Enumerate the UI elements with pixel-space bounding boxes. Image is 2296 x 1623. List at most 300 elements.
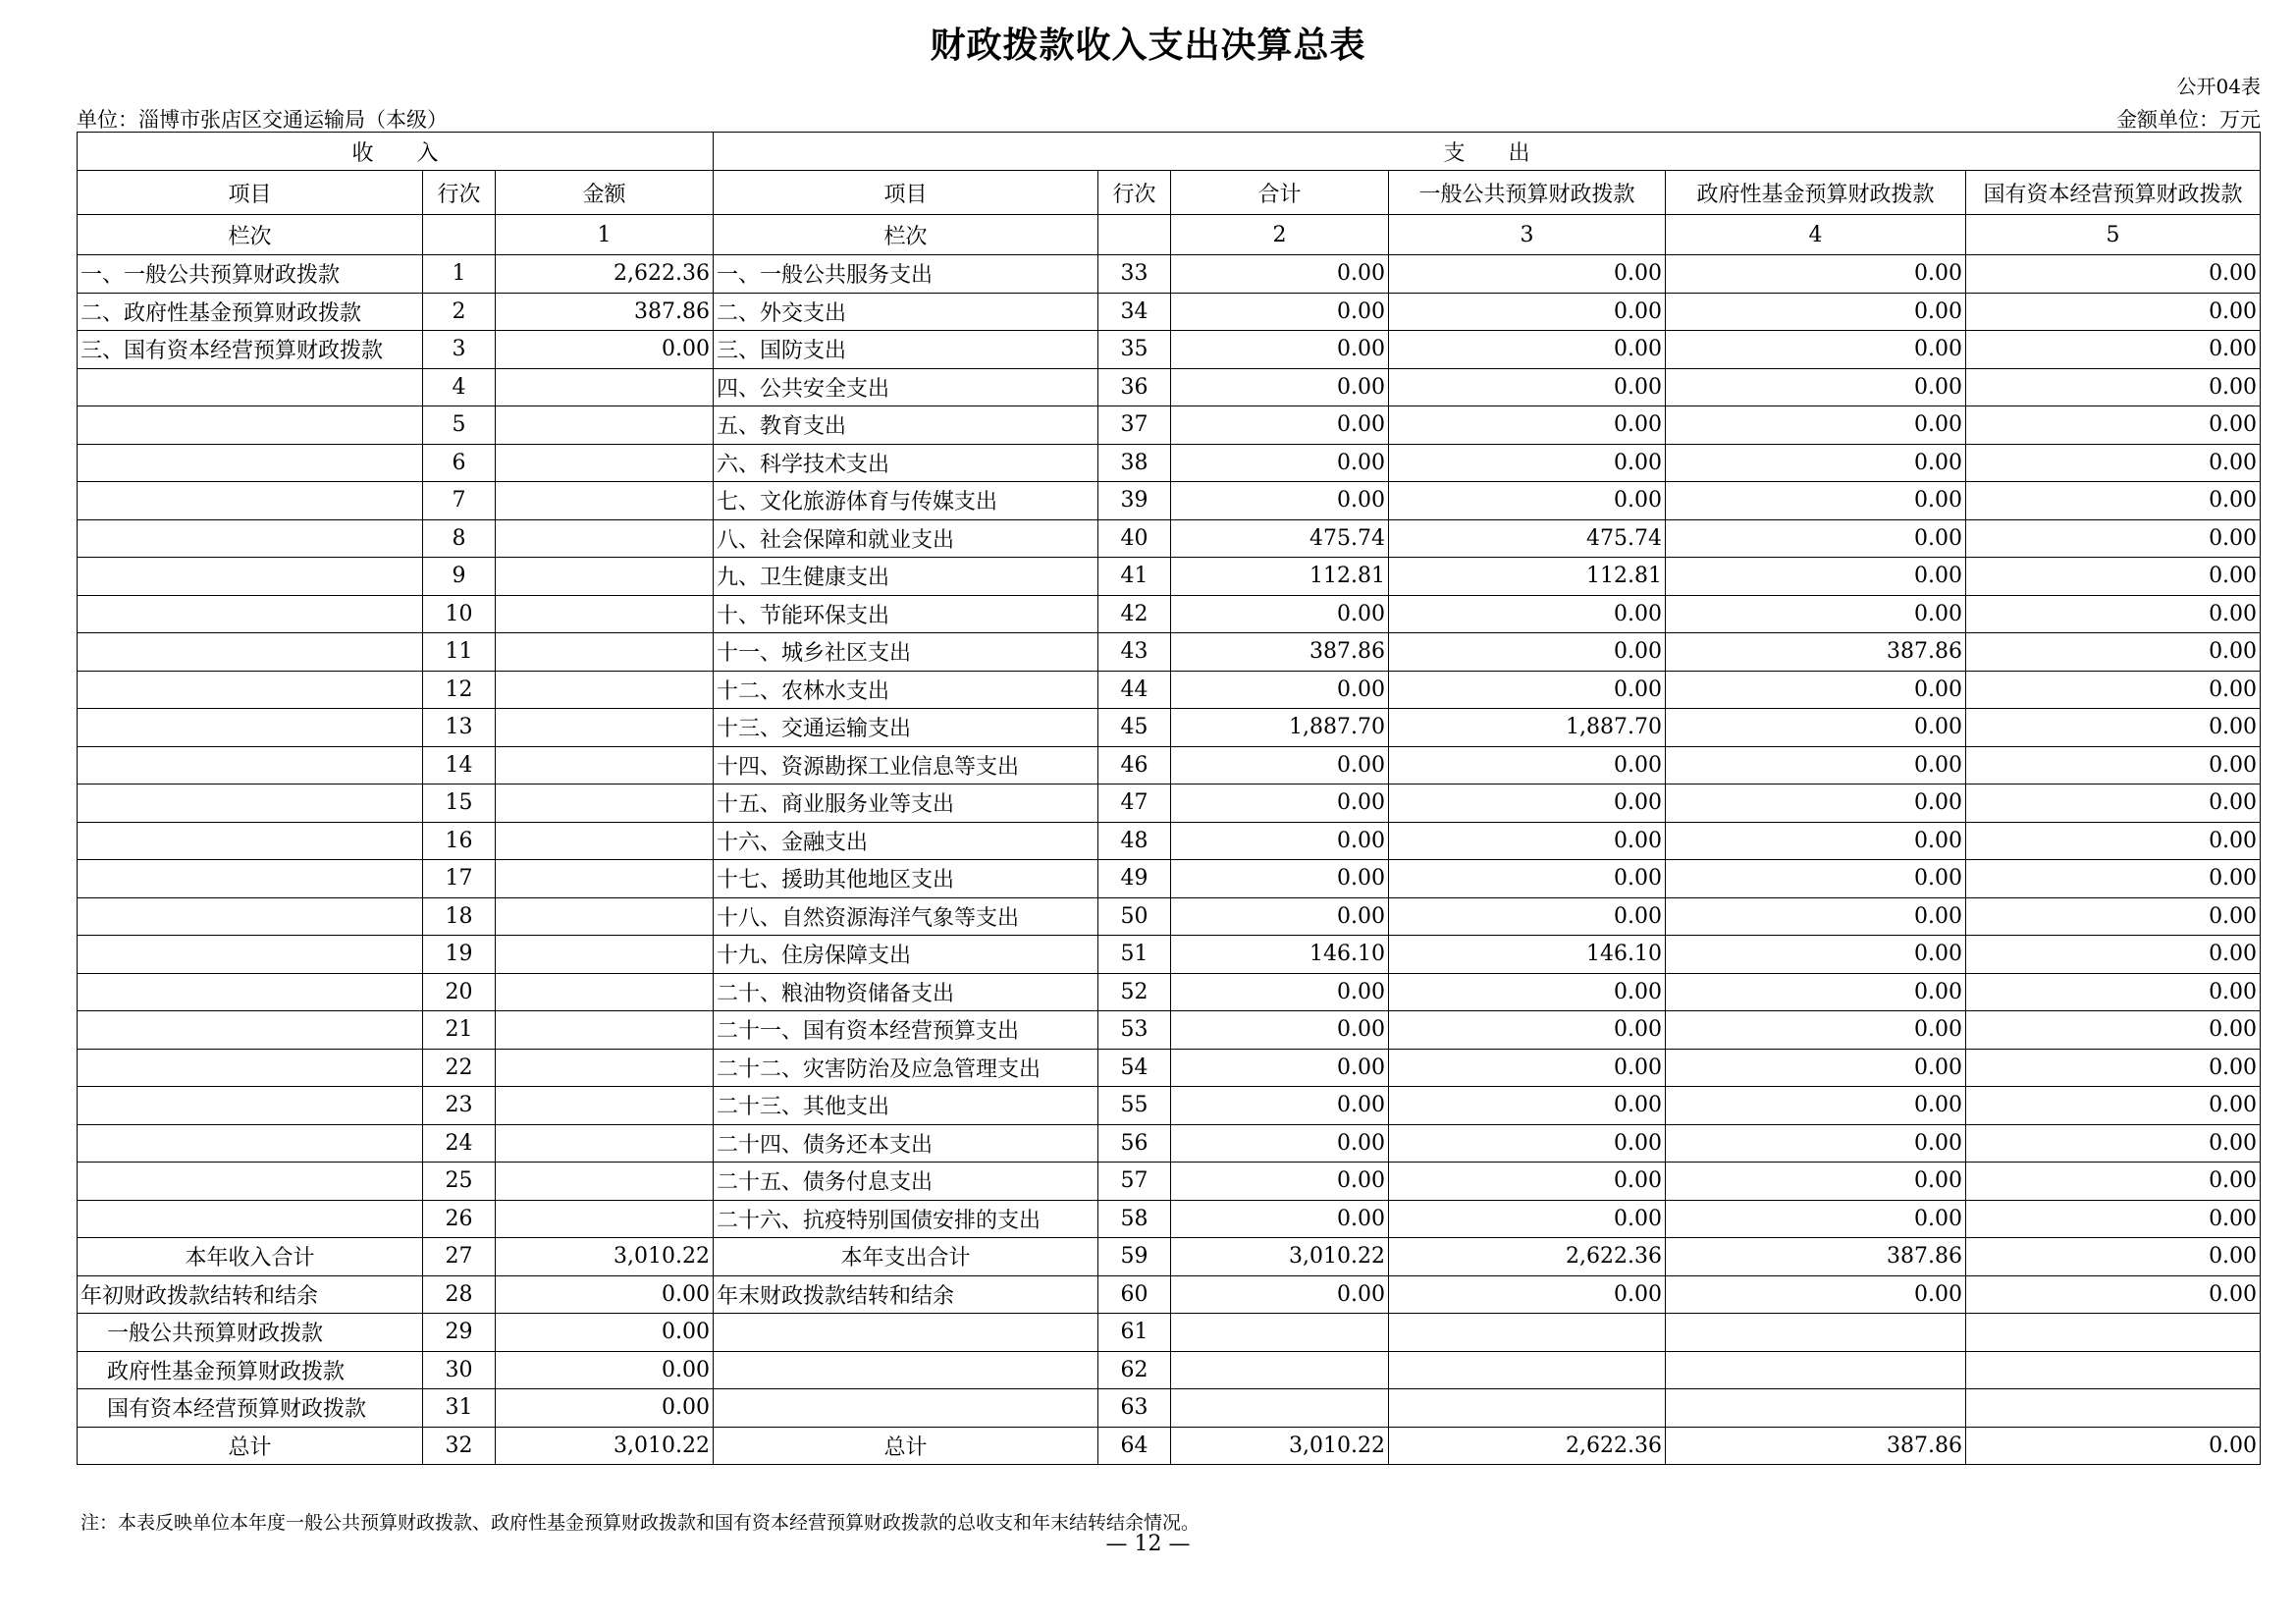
expense-general: 0.00 bbox=[1389, 1049, 1666, 1087]
summary-end-general-item bbox=[714, 1314, 1098, 1352]
expense-state-capital: 0.00 bbox=[1966, 406, 2261, 445]
expense-general: 0.00 bbox=[1389, 595, 1666, 633]
expense-total: 0.00 bbox=[1171, 746, 1389, 784]
reporting-unit: 单位：淄博市张店区交通运输局（本级） bbox=[77, 108, 448, 132]
expense-gov-fund: 0.00 bbox=[1666, 936, 1966, 974]
income-item: 三、国有资本经营预算财政拨款 bbox=[78, 331, 423, 369]
expense-gov-fund: 0.00 bbox=[1666, 255, 1966, 294]
expense-general: 0.00 bbox=[1389, 973, 1666, 1011]
income-item bbox=[78, 973, 423, 1011]
summary-end-capital-item bbox=[714, 1389, 1098, 1428]
income-row-number: 2 bbox=[423, 293, 496, 331]
expense-general: 475.74 bbox=[1389, 519, 1666, 558]
expense-total: 0.00 bbox=[1171, 1200, 1389, 1238]
expense-row-number: 58 bbox=[1098, 1200, 1171, 1238]
income-item bbox=[78, 1200, 423, 1238]
income-row-number: 9 bbox=[423, 558, 496, 596]
expense-total: 0.00 bbox=[1171, 860, 1389, 898]
expense-state-capital: 0.00 bbox=[1966, 444, 2261, 482]
expense-row-number: 45 bbox=[1098, 709, 1171, 747]
summary-year-income-label: 本年收入合计 bbox=[78, 1238, 423, 1276]
expense-row-number: 47 bbox=[1098, 784, 1171, 823]
income-row-number: 23 bbox=[423, 1087, 496, 1125]
income-amount bbox=[496, 1163, 714, 1201]
table-row bbox=[78, 595, 2261, 633]
expense-state-capital: 0.00 bbox=[1966, 368, 2261, 406]
income-amount bbox=[496, 368, 714, 406]
income-item bbox=[78, 671, 423, 709]
expense-state-capital: 0.00 bbox=[1966, 482, 2261, 520]
expense-row-number: 56 bbox=[1098, 1124, 1171, 1163]
income-item bbox=[78, 558, 423, 596]
income-row-number: 20 bbox=[423, 973, 496, 1011]
table-row bbox=[78, 519, 2261, 558]
expense-item: 六、科学技术支出 bbox=[714, 444, 1098, 482]
income-row-number: 15 bbox=[423, 784, 496, 823]
col-number-state-capital: 5 bbox=[1966, 215, 2261, 255]
summary-begin-capital-row: 31 bbox=[423, 1389, 496, 1428]
income-item bbox=[78, 936, 423, 974]
income-row-number: 22 bbox=[423, 1049, 496, 1087]
table-row bbox=[78, 1163, 2261, 1201]
expense-state-capital: 0.00 bbox=[1966, 595, 2261, 633]
expense-gov-fund: 0.00 bbox=[1666, 1124, 1966, 1163]
expense-total: 112.81 bbox=[1171, 558, 1389, 596]
expense-state-capital: 0.00 bbox=[1966, 331, 2261, 369]
page-number: — 12 — bbox=[1105, 1532, 1191, 1556]
income-row-number: 8 bbox=[423, 519, 496, 558]
expense-row-number: 54 bbox=[1098, 1049, 1171, 1087]
expense-state-capital: 0.00 bbox=[1966, 1200, 2261, 1238]
summary-year-expense-general: 2,622.36 bbox=[1389, 1238, 1666, 1276]
income-item bbox=[78, 1087, 423, 1125]
expense-total: 0.00 bbox=[1171, 1011, 1389, 1050]
expense-gov-fund: 0.00 bbox=[1666, 444, 1966, 482]
expense-general: 0.00 bbox=[1389, 746, 1666, 784]
expense-total: 0.00 bbox=[1171, 1049, 1389, 1087]
income-row-number: 7 bbox=[423, 482, 496, 520]
table-row bbox=[78, 558, 2261, 596]
expense-item: 二十二、灾害防治及应急管理支出 bbox=[714, 1049, 1098, 1087]
expense-general: 0.00 bbox=[1389, 671, 1666, 709]
expense-general: 0.00 bbox=[1389, 293, 1666, 331]
expense-general: 0.00 bbox=[1389, 444, 1666, 482]
expense-row-number: 55 bbox=[1098, 1087, 1171, 1125]
expense-row-number: 38 bbox=[1098, 444, 1171, 482]
expense-row-number: 41 bbox=[1098, 558, 1171, 596]
expense-gov-fund: 0.00 bbox=[1666, 1049, 1966, 1087]
income-item bbox=[78, 1163, 423, 1201]
income-item: 一、一般公共预算财政拨款 bbox=[78, 255, 423, 294]
expense-item: 五、教育支出 bbox=[714, 406, 1098, 445]
expense-general: 0.00 bbox=[1389, 1163, 1666, 1201]
col-header-row: 行次 bbox=[423, 171, 496, 215]
expense-gov-fund: 0.00 bbox=[1666, 595, 1966, 633]
expense-total: 0.00 bbox=[1171, 671, 1389, 709]
expense-state-capital: 0.00 bbox=[1966, 671, 2261, 709]
expense-general: 1,887.70 bbox=[1389, 709, 1666, 747]
income-item bbox=[78, 444, 423, 482]
income-row-number: 14 bbox=[423, 746, 496, 784]
expense-gov-fund: 0.00 bbox=[1666, 822, 1966, 860]
income-section-header: 收 入 bbox=[78, 133, 714, 171]
expense-item: 七、文化旅游体育与传媒支出 bbox=[714, 482, 1098, 520]
expense-row-number: 36 bbox=[1098, 368, 1171, 406]
income-amount bbox=[496, 860, 714, 898]
expense-item: 十八、自然资源海洋气象等支出 bbox=[714, 897, 1098, 936]
expense-gov-fund: 0.00 bbox=[1666, 519, 1966, 558]
expense-row-number: 46 bbox=[1098, 746, 1171, 784]
expense-row-number: 33 bbox=[1098, 255, 1171, 294]
expense-state-capital: 0.00 bbox=[1966, 746, 2261, 784]
expense-row-number: 49 bbox=[1098, 860, 1171, 898]
col-number-blank bbox=[423, 215, 496, 255]
expense-item: 十二、农林水支出 bbox=[714, 671, 1098, 709]
expense-total: 0.00 bbox=[1171, 897, 1389, 936]
expense-total: 0.00 bbox=[1171, 293, 1389, 331]
expense-gov-fund: 0.00 bbox=[1666, 406, 1966, 445]
summary-begin-fund-row: 30 bbox=[423, 1351, 496, 1389]
money-unit: 金额单位：万元 bbox=[2116, 108, 2261, 132]
summary-end-general: 0.00 bbox=[1389, 1275, 1666, 1314]
summary-end-fund-fund bbox=[1666, 1351, 1966, 1389]
col-number-exp-blank bbox=[1098, 215, 1171, 255]
expense-item: 二、外交支出 bbox=[714, 293, 1098, 331]
summary-end-row: 60 bbox=[1098, 1275, 1171, 1314]
income-item bbox=[78, 406, 423, 445]
income-amount bbox=[496, 784, 714, 823]
expense-section-header: 支 出 bbox=[714, 133, 2261, 171]
expense-state-capital: 0.00 bbox=[1966, 519, 2261, 558]
expense-row-number: 35 bbox=[1098, 331, 1171, 369]
summary-end-capital-capital bbox=[1966, 1389, 2261, 1428]
table-row bbox=[78, 368, 2261, 406]
expense-total: 0.00 bbox=[1171, 1124, 1389, 1163]
income-amount bbox=[496, 709, 714, 747]
income-amount bbox=[496, 1200, 714, 1238]
table-row bbox=[78, 897, 2261, 936]
expense-general: 0.00 bbox=[1389, 897, 1666, 936]
expense-total: 0.00 bbox=[1171, 822, 1389, 860]
income-row-number: 17 bbox=[423, 860, 496, 898]
grand-total-fund: 387.86 bbox=[1666, 1427, 1966, 1465]
table-row bbox=[78, 331, 2261, 369]
grand-total-exp-label: 总计 bbox=[714, 1427, 1098, 1465]
fiscal-summary-table bbox=[77, 132, 2261, 1465]
summary-year-expense-total: 3,010.22 bbox=[1171, 1238, 1389, 1276]
table-row bbox=[78, 784, 2261, 823]
expense-row-number: 50 bbox=[1098, 897, 1171, 936]
expense-gov-fund: 0.00 bbox=[1666, 1011, 1966, 1050]
expense-row-number: 48 bbox=[1098, 822, 1171, 860]
income-amount bbox=[496, 444, 714, 482]
income-item bbox=[78, 746, 423, 784]
expense-general: 0.00 bbox=[1389, 784, 1666, 823]
expense-state-capital: 0.00 bbox=[1966, 633, 2261, 672]
income-amount bbox=[496, 1087, 714, 1125]
summary-year-expense-label: 本年支出合计 bbox=[714, 1238, 1098, 1276]
expense-row-number: 57 bbox=[1098, 1163, 1171, 1201]
col-header-exp-item: 项目 bbox=[714, 171, 1098, 215]
summary-end-fund-row: 62 bbox=[1098, 1351, 1171, 1389]
summary-begin-general-label: 一般公共预算财政拨款 bbox=[78, 1314, 423, 1352]
expense-item: 十三、交通运输支出 bbox=[714, 709, 1098, 747]
expense-gov-fund: 0.00 bbox=[1666, 860, 1966, 898]
expense-item: 十九、住房保障支出 bbox=[714, 936, 1098, 974]
table-row bbox=[78, 255, 2261, 294]
income-amount bbox=[496, 595, 714, 633]
income-amount bbox=[496, 1049, 714, 1087]
grand-total-general: 2,622.36 bbox=[1389, 1427, 1666, 1465]
expense-total: 0.00 bbox=[1171, 368, 1389, 406]
income-item bbox=[78, 1124, 423, 1163]
summary-begin-amount: 0.00 bbox=[496, 1275, 714, 1314]
expense-item: 九、卫生健康支出 bbox=[714, 558, 1098, 596]
income-item bbox=[78, 897, 423, 936]
expense-state-capital: 0.00 bbox=[1966, 255, 2261, 294]
expense-state-capital: 0.00 bbox=[1966, 860, 2261, 898]
expense-item: 十五、商业服务业等支出 bbox=[714, 784, 1098, 823]
expense-state-capital: 0.00 bbox=[1966, 293, 2261, 331]
income-row-number: 10 bbox=[423, 595, 496, 633]
expense-item: 一、一般公共服务支出 bbox=[714, 255, 1098, 294]
expense-gov-fund: 0.00 bbox=[1666, 897, 1966, 936]
summary-end-fund-capital bbox=[1966, 1351, 2261, 1389]
summary-end-general-capital bbox=[1966, 1314, 2261, 1352]
summary-begin-general-row: 29 bbox=[423, 1314, 496, 1352]
expense-row-number: 37 bbox=[1098, 406, 1171, 445]
expense-general: 0.00 bbox=[1389, 406, 1666, 445]
summary-begin-row: 28 bbox=[423, 1275, 496, 1314]
expense-total: 0.00 bbox=[1171, 406, 1389, 445]
summary-begin-fund-amount: 0.00 bbox=[496, 1351, 714, 1389]
income-item bbox=[78, 822, 423, 860]
income-row-number: 24 bbox=[423, 1124, 496, 1163]
col-header-state-capital: 国有资本经营预算财政拨款 bbox=[1966, 171, 2261, 215]
income-row-number: 11 bbox=[423, 633, 496, 672]
expense-state-capital: 0.00 bbox=[1966, 1163, 2261, 1201]
income-row-number: 25 bbox=[423, 1163, 496, 1201]
expense-state-capital: 0.00 bbox=[1966, 973, 2261, 1011]
summary-end-fund: 0.00 bbox=[1666, 1275, 1966, 1314]
summary-end-fund-total bbox=[1171, 1351, 1389, 1389]
expense-item: 三、国防支出 bbox=[714, 331, 1098, 369]
expense-state-capital: 0.00 bbox=[1966, 558, 2261, 596]
table-row bbox=[78, 1200, 2261, 1238]
income-amount: 387.86 bbox=[496, 293, 714, 331]
expense-item: 十四、资源勘探工业信息等支出 bbox=[714, 746, 1098, 784]
income-row-number: 26 bbox=[423, 1200, 496, 1238]
expense-state-capital: 0.00 bbox=[1966, 897, 2261, 936]
expense-gov-fund: 0.00 bbox=[1666, 482, 1966, 520]
grand-total-total: 3,010.22 bbox=[1171, 1427, 1389, 1465]
income-item bbox=[78, 1049, 423, 1087]
expense-state-capital: 0.00 bbox=[1966, 1124, 2261, 1163]
income-amount: 0.00 bbox=[496, 331, 714, 369]
footnote: 注：本表反映单位本年度一般公共预算财政拨款、政府性基金预算财政拨款和国有资本经营预算财政拨款的总收支和年末结转结余情况。 bbox=[80, 1512, 1201, 1534]
income-item bbox=[78, 519, 423, 558]
expense-item: 十六、金融支出 bbox=[714, 822, 1098, 860]
expense-row-number: 52 bbox=[1098, 973, 1171, 1011]
expense-row-number: 44 bbox=[1098, 671, 1171, 709]
expense-total: 0.00 bbox=[1171, 1163, 1389, 1201]
summary-end-general-row: 61 bbox=[1098, 1314, 1171, 1352]
expense-total: 0.00 bbox=[1171, 973, 1389, 1011]
col-number-gov-fund: 4 bbox=[1666, 215, 1966, 255]
income-amount bbox=[496, 746, 714, 784]
expense-state-capital: 0.00 bbox=[1966, 1087, 2261, 1125]
form-code: 公开04表 bbox=[2176, 75, 2261, 98]
grand-total-amount: 3,010.22 bbox=[496, 1427, 714, 1465]
expense-general: 0.00 bbox=[1389, 368, 1666, 406]
income-row-number: 19 bbox=[423, 936, 496, 974]
grand-total-capital: 0.00 bbox=[1966, 1427, 2261, 1465]
grand-total-exp-row: 64 bbox=[1098, 1427, 1171, 1465]
expense-state-capital: 0.00 bbox=[1966, 709, 2261, 747]
expense-row-number: 43 bbox=[1098, 633, 1171, 672]
table-row bbox=[78, 746, 2261, 784]
expense-gov-fund: 0.00 bbox=[1666, 746, 1966, 784]
expense-state-capital: 0.00 bbox=[1966, 784, 2261, 823]
expense-total: 0.00 bbox=[1171, 331, 1389, 369]
col-header-amount: 金额 bbox=[496, 171, 714, 215]
income-row-number: 13 bbox=[423, 709, 496, 747]
summary-begin-capital-amount: 0.00 bbox=[496, 1389, 714, 1428]
table-row bbox=[78, 973, 2261, 1011]
income-amount bbox=[496, 558, 714, 596]
col-header-item: 项目 bbox=[78, 171, 423, 215]
expense-total: 146.10 bbox=[1171, 936, 1389, 974]
expense-gov-fund: 0.00 bbox=[1666, 784, 1966, 823]
expense-general: 0.00 bbox=[1389, 1087, 1666, 1125]
summary-year-income-row: 27 bbox=[423, 1238, 496, 1276]
col-number-amount: 1 bbox=[496, 215, 714, 255]
income-amount bbox=[496, 822, 714, 860]
expense-total: 0.00 bbox=[1171, 255, 1389, 294]
income-amount: 2,622.36 bbox=[496, 255, 714, 294]
summary-end-general-general bbox=[1389, 1314, 1666, 1352]
col-number-exp-label: 栏次 bbox=[714, 215, 1098, 255]
expense-total: 475.74 bbox=[1171, 519, 1389, 558]
summary-begin-capital-label: 国有资本经营预算财政拨款 bbox=[78, 1389, 423, 1428]
expense-total: 0.00 bbox=[1171, 784, 1389, 823]
summary-begin-fund-label: 政府性基金预算财政拨款 bbox=[78, 1351, 423, 1389]
table-row bbox=[78, 860, 2261, 898]
expense-general: 0.00 bbox=[1389, 1200, 1666, 1238]
summary-year-expense-row: 59 bbox=[1098, 1238, 1171, 1276]
expense-item: 十一、城乡社区支出 bbox=[714, 633, 1098, 672]
summary-end-capital-general bbox=[1389, 1389, 1666, 1428]
summary-end-general-total bbox=[1171, 1314, 1389, 1352]
income-row-number: 6 bbox=[423, 444, 496, 482]
income-item bbox=[78, 860, 423, 898]
summary-begin-label: 年初财政拨款结转和结余 bbox=[78, 1275, 423, 1314]
income-row-number: 16 bbox=[423, 822, 496, 860]
expense-row-number: 39 bbox=[1098, 482, 1171, 520]
income-amount bbox=[496, 671, 714, 709]
income-row-number: 1 bbox=[423, 255, 496, 294]
expense-row-number: 34 bbox=[1098, 293, 1171, 331]
table-row bbox=[78, 671, 2261, 709]
expense-item: 二十一、国有资本经营预算支出 bbox=[714, 1011, 1098, 1050]
expense-gov-fund: 0.00 bbox=[1666, 1200, 1966, 1238]
income-row-number: 5 bbox=[423, 406, 496, 445]
expense-item: 二十五、债务付息支出 bbox=[714, 1163, 1098, 1201]
grand-total-label: 总计 bbox=[78, 1427, 423, 1465]
income-item bbox=[78, 1011, 423, 1050]
expense-total: 1,887.70 bbox=[1171, 709, 1389, 747]
expense-state-capital: 0.00 bbox=[1966, 936, 2261, 974]
expense-item: 二十六、抗疫特别国债安排的支出 bbox=[714, 1200, 1098, 1238]
income-amount bbox=[496, 1124, 714, 1163]
col-number-general: 3 bbox=[1389, 215, 1666, 255]
expense-gov-fund: 0.00 bbox=[1666, 709, 1966, 747]
expense-item: 八、社会保障和就业支出 bbox=[714, 519, 1098, 558]
expense-item: 二十四、债务还本支出 bbox=[714, 1124, 1098, 1163]
summary-year-expense-fund: 387.86 bbox=[1666, 1238, 1966, 1276]
expense-total: 0.00 bbox=[1171, 595, 1389, 633]
table-row bbox=[78, 936, 2261, 974]
expense-state-capital: 0.00 bbox=[1966, 822, 2261, 860]
income-row-number: 4 bbox=[423, 368, 496, 406]
summary-year-expense-capital: 0.00 bbox=[1966, 1238, 2261, 1276]
summary-end-fund-item bbox=[714, 1351, 1098, 1389]
table-row bbox=[78, 406, 2261, 445]
expense-item: 十、节能环保支出 bbox=[714, 595, 1098, 633]
expense-general: 0.00 bbox=[1389, 331, 1666, 369]
col-header-exp-row: 行次 bbox=[1098, 171, 1171, 215]
expense-general: 0.00 bbox=[1389, 822, 1666, 860]
summary-end-capital: 0.00 bbox=[1966, 1275, 2261, 1314]
summary-end-general-fund bbox=[1666, 1314, 1966, 1352]
summary-end-fund-general bbox=[1389, 1351, 1666, 1389]
income-item bbox=[78, 709, 423, 747]
expense-general: 112.81 bbox=[1389, 558, 1666, 596]
expense-gov-fund: 0.00 bbox=[1666, 1163, 1966, 1201]
expense-general: 0.00 bbox=[1389, 860, 1666, 898]
expense-general: 0.00 bbox=[1389, 1124, 1666, 1163]
summary-end-capital-fund bbox=[1666, 1389, 1966, 1428]
grand-total-row: 32 bbox=[423, 1427, 496, 1465]
income-item bbox=[78, 595, 423, 633]
income-item bbox=[78, 784, 423, 823]
table-row bbox=[78, 633, 2261, 672]
income-amount bbox=[496, 936, 714, 974]
expense-total: 0.00 bbox=[1171, 444, 1389, 482]
table-row bbox=[78, 822, 2261, 860]
expense-item: 十七、援助其他地区支出 bbox=[714, 860, 1098, 898]
expense-item: 二十三、其他支出 bbox=[714, 1087, 1098, 1125]
summary-end-capital-row: 63 bbox=[1098, 1389, 1171, 1428]
table-row bbox=[78, 1124, 2261, 1163]
income-item bbox=[78, 633, 423, 672]
expense-total: 0.00 bbox=[1171, 482, 1389, 520]
col-header-general: 一般公共预算财政拨款 bbox=[1389, 171, 1666, 215]
expense-gov-fund: 0.00 bbox=[1666, 368, 1966, 406]
income-row-number: 21 bbox=[423, 1011, 496, 1050]
expense-state-capital: 0.00 bbox=[1966, 1011, 2261, 1050]
income-amount bbox=[496, 406, 714, 445]
income-amount bbox=[496, 973, 714, 1011]
income-amount bbox=[496, 1011, 714, 1050]
expense-general: 0.00 bbox=[1389, 482, 1666, 520]
expense-gov-fund: 0.00 bbox=[1666, 671, 1966, 709]
expense-general: 0.00 bbox=[1389, 1011, 1666, 1050]
summary-end-label: 年末财政拨款结转和结余 bbox=[714, 1275, 1098, 1314]
table-row bbox=[78, 709, 2261, 747]
summary-year-income-amount: 3,010.22 bbox=[496, 1238, 714, 1276]
expense-row-number: 53 bbox=[1098, 1011, 1171, 1050]
